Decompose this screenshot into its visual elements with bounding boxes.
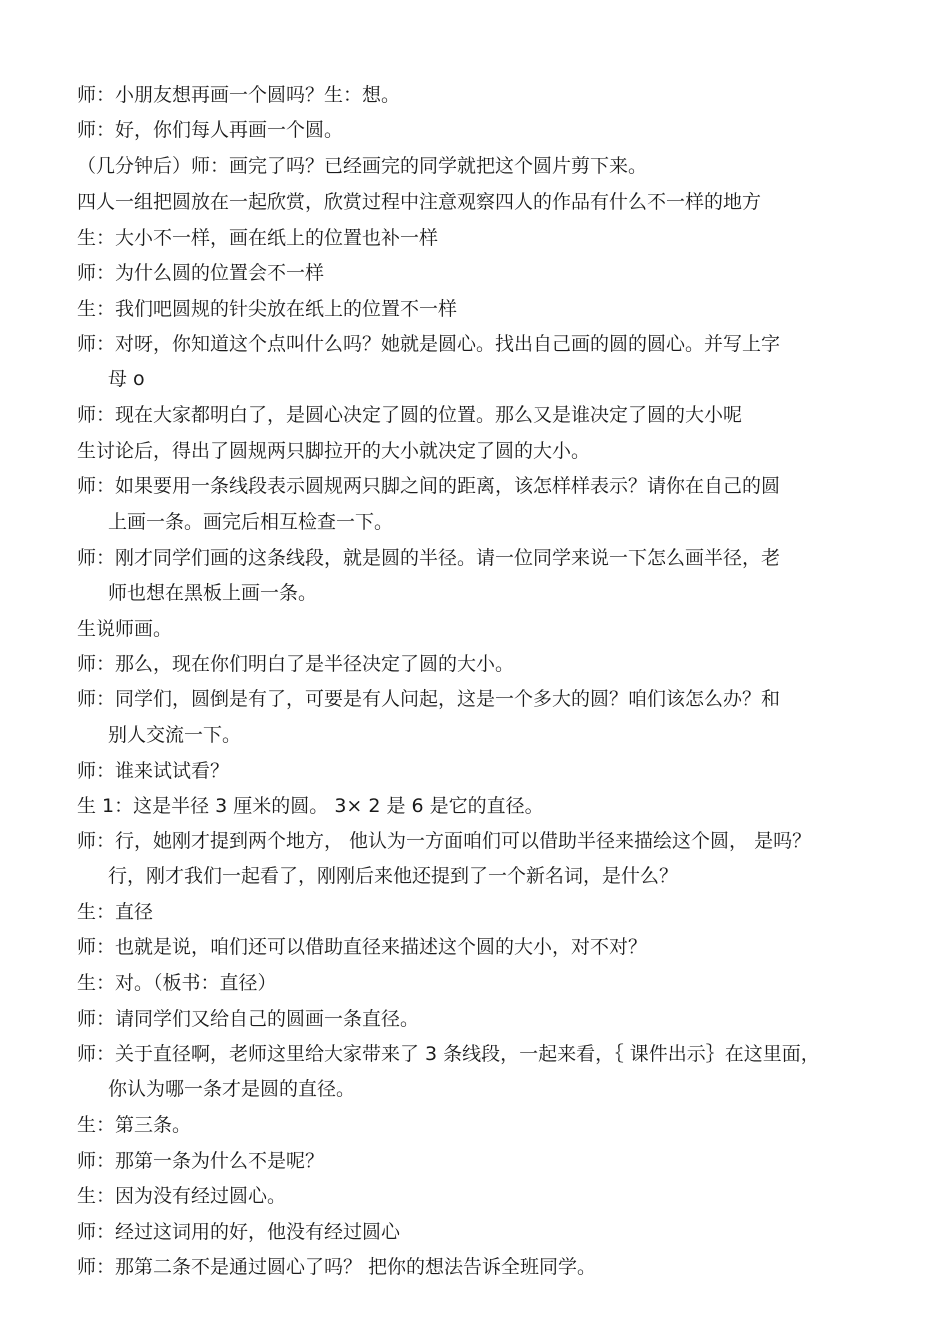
text-line-continued: 你认为哪一条才是圆的直径。 [108, 1078, 356, 1100]
text-line: 师：现在大家都明白了，是圆心决定了圆的位置。那么又是谁决定了圆的大小呢 [77, 404, 743, 426]
text-line: 师：那么，现在你们明白了是半径决定了圆的大小。 [77, 653, 515, 675]
text-line: 师：对呀，你知道这个点叫什么吗？她就是圆心。找出自己画的圆的圆心。并写上字 [77, 333, 781, 355]
text-line: 四人一组把圆放在一起欣赏，欣赏过程中注意观察四人的作品有什么不一样的地方 [77, 191, 762, 213]
text-line: 师：同学们，圆倒是有了，可要是有人问起，这是一个多大的圆？咱们该怎么办？和 [77, 688, 781, 710]
text-line: 师：请同学们又给自己的圆画一条直径。 [77, 1008, 420, 1030]
text-line: 师：关于直径啊，老师这里给大家带来了 3 条线段，一起来看，｛ 课件出示｝在这里面， [77, 1043, 820, 1065]
text-line: 师：也就是说，咱们还可以借助直径来描述这个圆的大小，对不对？ [77, 936, 648, 958]
text-line: 生讨论后，得出了圆规两只脚拉开的大小就决定了圆的大小。 [77, 440, 591, 462]
text-line: 师：小朋友想再画一个圆吗？生：想。 [77, 84, 401, 106]
text-line: 生：因为没有经过圆心。 [77, 1185, 287, 1207]
text-line: 生：对。（板书：直径） [77, 972, 277, 994]
text-line: 师：行，她刚才提到两个地方， 他认为一方面咱们可以借助半径来描绘这个圆， 是吗？ [77, 830, 812, 852]
text-line: 师：那第二条不是通过圆心了吗？ 把你的想法告诉全班同学。 [77, 1256, 597, 1278]
text-line-continued: 上画一条。画完后相互检查一下。 [108, 511, 394, 533]
text-line: 生：直径 [77, 901, 154, 923]
text-line: 生：大小不一样，画在纸上的位置也补一样 [77, 227, 439, 249]
text-line: 生：第三条。 [77, 1114, 192, 1136]
text-line: 师：谁来试试看？ [77, 760, 230, 782]
text-line: 生：我们吧圆规的针尖放在纸上的位置不一样 [77, 298, 458, 320]
text-line: 师：经过这词用的好，他没有经过圆心 [77, 1221, 401, 1243]
text-line: 师：为什么圆的位置会不一样 [77, 262, 325, 284]
text-line: 师：刚才同学们画的这条线段，就是圆的半径。请一位同学来说一下怎么画半径，老 [77, 547, 781, 569]
text-line: 生 1：这是半径 3 厘米的圆。 3× 2 是 6 是它的直径。 [77, 795, 544, 817]
text-line-continued: 别人交流一下。 [108, 724, 242, 746]
text-line: 生说师画。 [77, 618, 173, 640]
text-line-continued: 行，刚才我们一起看了，刚刚后来他还提到了一个新名词，是什么？ [108, 865, 679, 887]
text-line: 师：那第一条为什么不是呢？ [77, 1150, 325, 1172]
text-line-continued: 母 o [108, 368, 145, 390]
text-line-continued: 师也想在黑板上画一条。 [108, 582, 318, 604]
text-line: （几分钟后）师：画完了吗？已经画完的同学就把这个圆片剪下来。 [77, 155, 648, 177]
text-line: 师：如果要用一条线段表示圆规两只脚之间的距离，该怎样样表示？请你在自己的圆 [77, 475, 781, 497]
text-line: 师：好，你们每人再画一个圆。 [77, 119, 344, 141]
